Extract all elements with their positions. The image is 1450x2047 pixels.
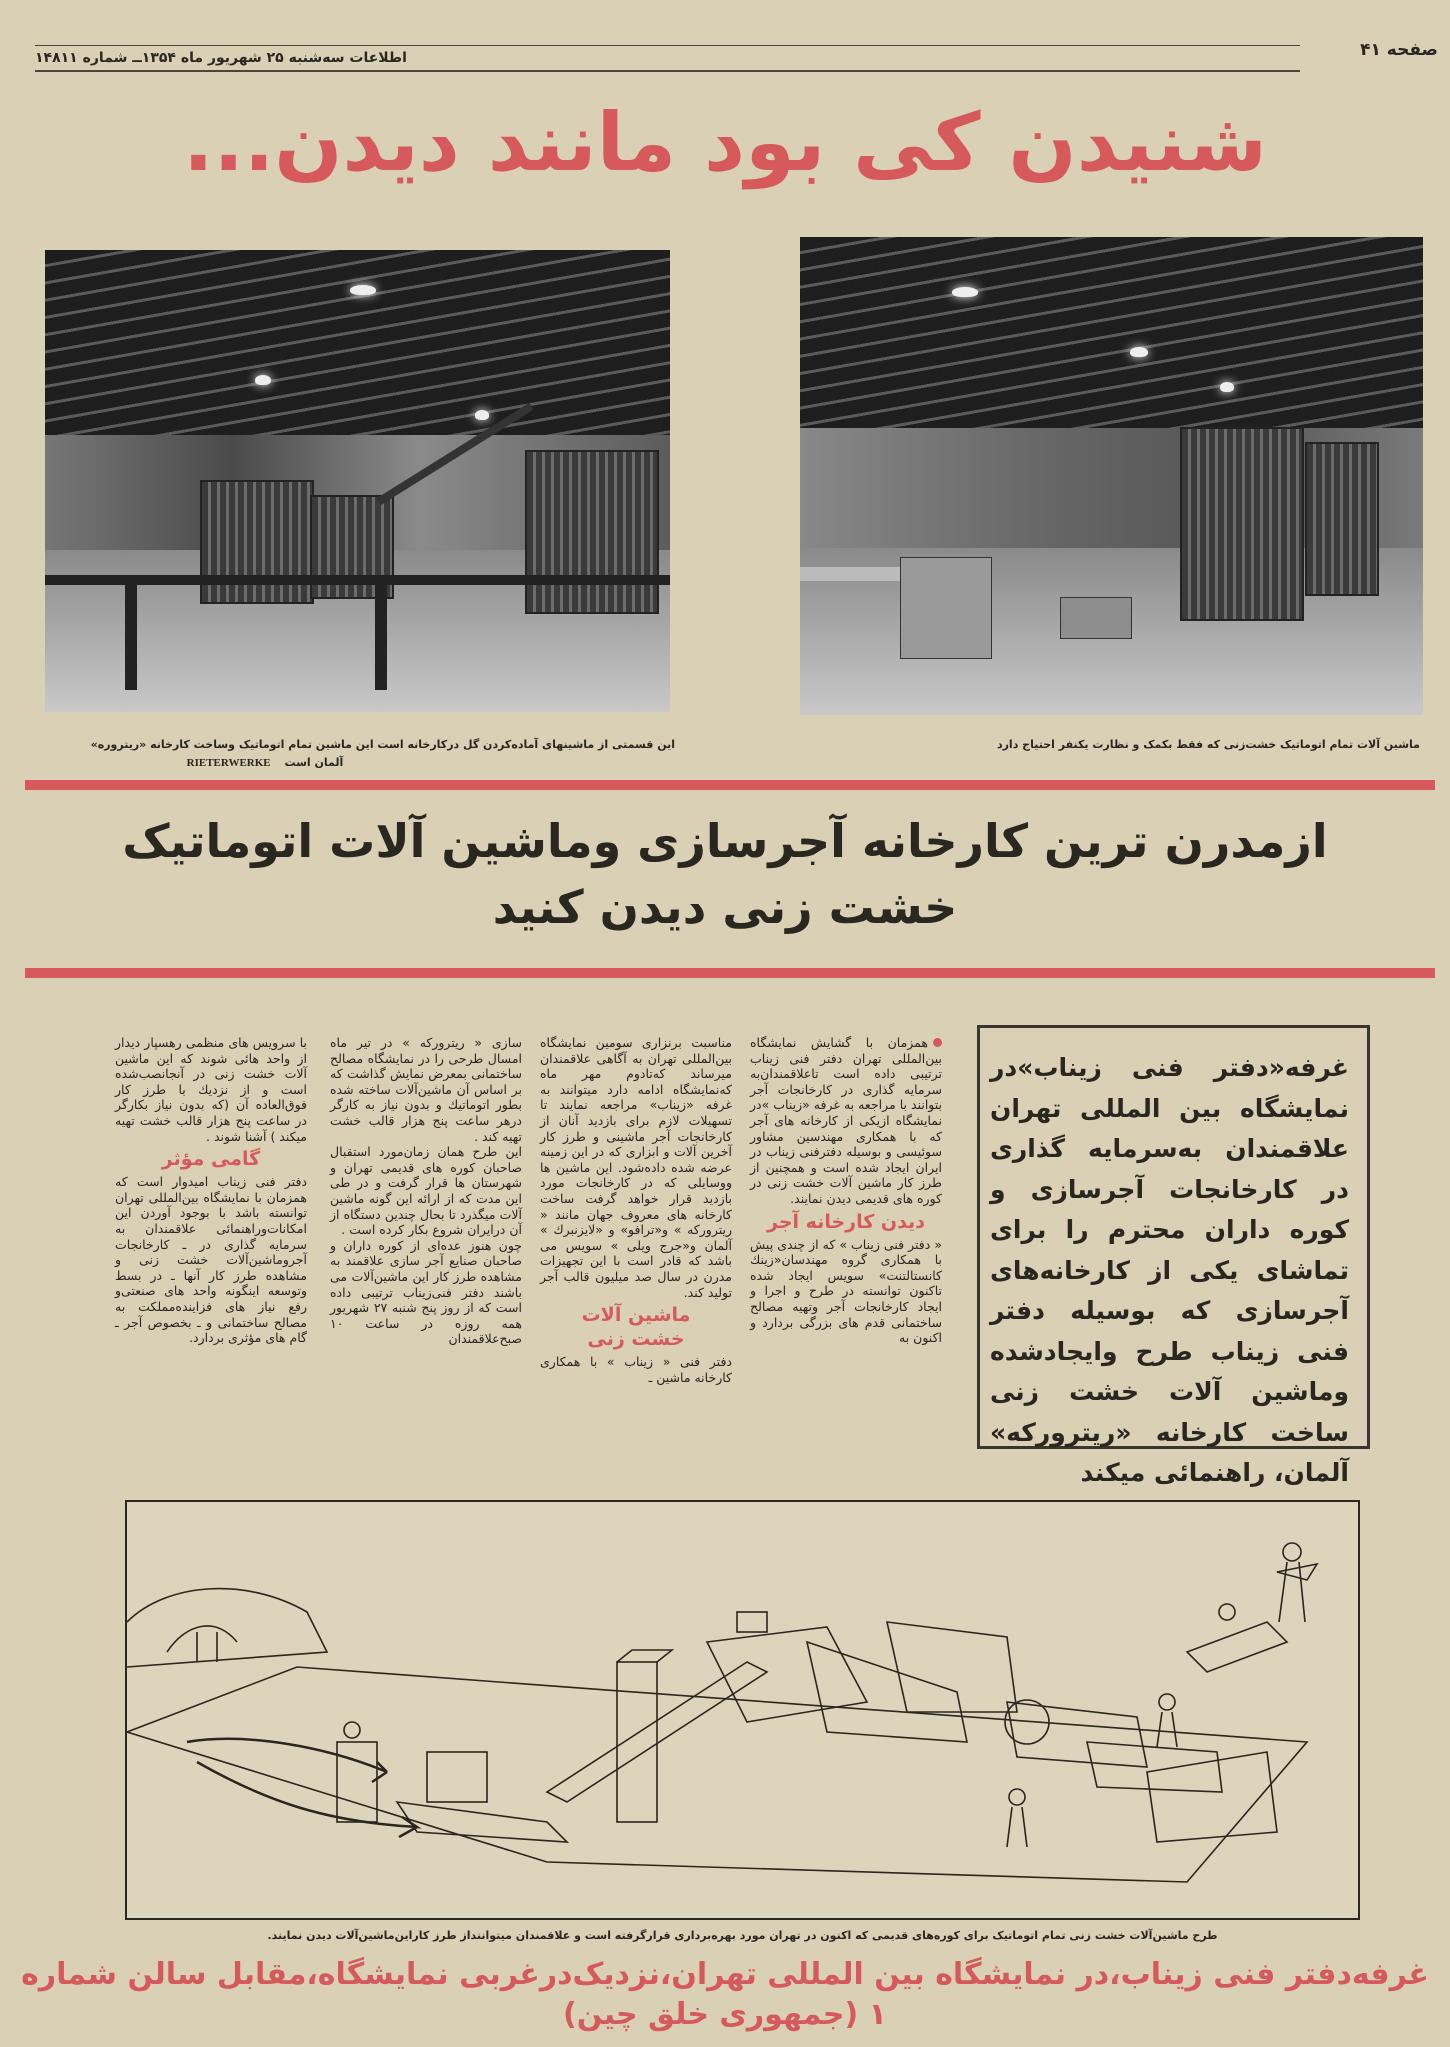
left-photo-caption: این قسمتی از ماشینهای آماده‌کردن گل درکارخانه است این ماشین تمام اتوماتیک وساخت کارخانه «ریتروره» [90,738,675,751]
rieterwerke-label: RIETERWERKE [186,757,271,769]
footer-booth-location: غرفه‌دفتر فنی زیناب،در نمایشگاه بین المللی تهران،نزدیک‌درغربی نمایشگاه،مقابل سالن شماره ۱ (جمهوری خلق چین) [21,1957,1429,2032]
paragraph: این طرح همان زمان‌مورد استقبال صاحبان کوره های قدیمی تهران و شهرستان ها قرار گرفت و در طی این مدت که از ارائه این گونه ماشین آلات میگذرد تا بحال چندین دستگاه از آن درایران شروع بکار کرده است . [330,1144,522,1238]
boxed-announcement: غرفه«دفتر فنی زیناب»در نمایشگاه بین المللی تهران علاقمندان به‌سرمایه گذاری در کارخانجات آجرسازی و کوره داران محترم را برای تماشای یکی از کارخانه‌های آجرسازی که بوسیله دفتر فنی زیناب طرح وایجادشده وماشین آلات خشت زنی ساخت کارخانه «ریتروركه» آلمان، راهنمائی میکند [977,1025,1370,1449]
dateline: اطلاعات سه‌شنبه ۲۵ شهریور ماه ۱۳۵۴ــ شماره ۱۴۸۱۱ [35,50,407,66]
paragraph: با سرویس های منظمی رهسپار دیدار از واحد هائی شوند که این ماشین آلات خشت زنی در آنجانصب‌شده است و از نزدیك با طرز کار فوق‌العاده آن (که بدون نیاز بکارگر در ساعت پنج هزار قالب خشت تهیه میکند ) آشنا شوند . [115,1035,307,1144]
header-top-rule [35,45,1300,46]
paragraph: چون هنوز عده‌ای از کوره‌ داران و صاحبان صنایع آجر سازی علاقمند به مشاهده طرز کار این ماشین‌آلات می باشند دفتر فنی‌زیناب ترتیبی داده است که از روز پنج شنبه ۲۷ شهریور همه روزه در ساعت ۱۰ صبح‌علاقمندان [330,1237,522,1347]
right-photo-caption: ماشین آلات تمام اتوماتیک خشت‌زنی که فقط بکمک و نظارت یکنفر احتیاج دارد [996,738,1420,751]
page-title: شنیدن کی بود مانند دیدن... [183,96,1267,189]
subheading: دیدن کارخانه آجر [767,1210,925,1233]
plant-schematic-illustration [127,1502,1358,1918]
subheading: گامی مؤثر [161,1148,261,1171]
article-column-1 [750,1035,942,1346]
bullet-icon [933,1038,942,1047]
brick-plant-line-drawing [125,1500,1360,1920]
paragraph: دفتر فنی « زیناب » با همکاری کارخانه ماشین ـ [540,1354,732,1385]
left-photo-caption-text: آلمان است [284,756,344,769]
paragraph: سازی « ریتروركه » در تیر ماه امسال طرحی را در نمایشگاه مصالح ساختمانی بمعرض نمایش گذاشت که بر اساس آن ماشین‌آلات ساخته شده بطور اتوماتیك و بدون نیاز به کارگر درهر ساعت پنج هزار قالب خشت تهیه کند . [330,1035,522,1144]
paragraph: « دفتر فنی زیناب » که از چندی پیش با همکاری گروه مهندسان«زینك كانستالتنت» سویس ایجاد شده تاکنون توانسته در طرح و اجرا و ایجاد کارخانجات آجر وتهیه مصالح ساختمانی قدم های بزرگی بردارد و اکنون به [750,1236,942,1346]
subheading: ماشین آلات خشت زنی [581,1304,691,1351]
article-column-4 [115,1035,307,1346]
drawing-caption: طرح ماشین‌آلات خشت زنی تمام اتوماتیک برای کوره‌های قدیمی که اکنون در تهران مورد بهره‌برداری قرارگرفته است و علاقمندان میتوانند‌از طرز کاراین‌ماشین‌آلات دیدن نمایند. [267,1929,1218,1942]
headline-line2: خشت زنی دیدن کنید [492,880,958,934]
paragraph: دفتر فنی زیناب امیدوار است که همزمان با نمایشگاه بین‌المللی تهران توانسته باشد با بوجود آوردن این امکانات‌وراهنمائی علاقمندان به سرمایه گذاری در ـ کارخانجات آجروماشین‌آلات خشت زنی و مشاهده طرز کار آنها ـ در بسط وتوسعه اینگونه واحد های صنعتی‌و رفع نیاز های فزاینده‌مملکت به مصالح ساختمانی و ـ بخصوص آجر ـ گام های مؤثری بردارد. [115,1174,307,1346]
red-divider-top [25,780,1435,790]
photo-clay-preparation-machines [45,250,670,712]
paragraph: همزمان با گشایش نمایشگاه بین‌المللی تهران دفتر فنی زیناب ترتیبی داده است تاعلاقمندان‌به سرمایه گذاری در کارخانجات آجر بتوانند با مراجعه به غرفه «زیناب »در نمایشگاه ازیکی از کارخانه های آجر که با همکاری مهندسین مشاور سوئیسی و بوسیله دفترفنی زیناب در ایران ایجاد شده است و همچنین از طرز کار ماشین آلات خشت زنی در کوره های قدیمی دیدن نمایند. [750,1035,942,1206]
photo-automatic-brick-machines [800,237,1423,715]
left-photo-caption-line2 [35,755,495,771]
article-column-3 [330,1035,522,1347]
header-bottom-rule [35,70,1300,72]
article-column-2 [540,1035,732,1385]
red-divider-bottom [25,968,1435,978]
headline-line1: ازمدرن ترین کارخانه آجرسازی وماشین آلات اتوماتیک [122,814,1328,868]
page-number: صفحه ۴۱ [1360,40,1438,60]
paragraph: مناسبت برنزاری سومین نمایشگاه بین‌المللی تهران به آگاهی علاقمندان میرساند که‌تادوم مهر ماه که‌نمایشگاه ادامه دارد میتوانند به غرفه «زیناب» مراجعه نمایند تا تسهیلات لازم برای بازدید آنان از کارخانجات آجر ماشینی و طرز کار آخرین آلات و ابزاری که در این زمینه عرضه شده داده‌شود. این ماشین ها ووسایلی که در کارخانجات مورد بازدید قرار خواهد گرفت ساخت کارخانه های معروف جهان مانند « ریتروركه » و«ترافو» و «لایزنبرك » آلمان و«جرج ویلی » سویس می باشد که قادر است با این تجهیزات مدرن در سال صد میلیون قالب آجر تولید کند. [540,1035,732,1300]
